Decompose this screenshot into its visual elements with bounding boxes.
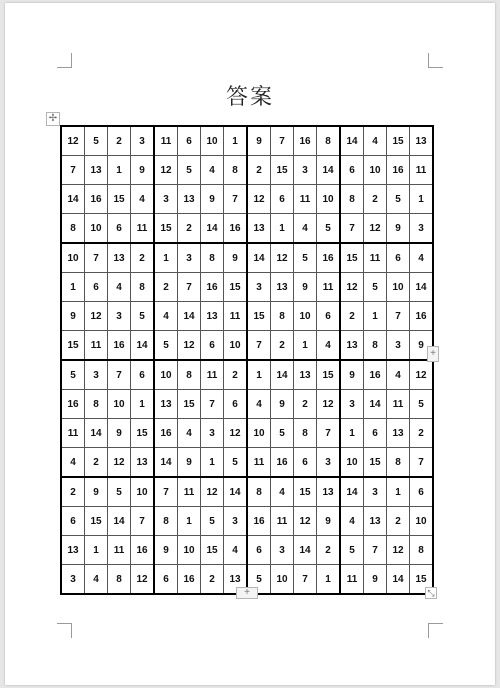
table-cell[interactable]: 5 xyxy=(387,185,410,214)
table-cell[interactable]: 10 xyxy=(224,331,248,361)
table-cell[interactable]: 3 xyxy=(247,273,271,302)
table-cell[interactable]: 10 xyxy=(108,390,131,419)
table-cell[interactable]: 13 xyxy=(294,360,317,390)
table-cell[interactable]: 3 xyxy=(294,156,317,185)
table-cell[interactable]: 10 xyxy=(85,214,108,244)
table-cell[interactable]: 9 xyxy=(61,302,85,331)
table-cell[interactable]: 13 xyxy=(154,390,178,419)
table-cell[interactable]: 16 xyxy=(61,390,85,419)
table-cell[interactable]: 3 xyxy=(131,126,155,156)
table-cell[interactable]: 15 xyxy=(178,390,201,419)
table-cell[interactable]: 10 xyxy=(294,302,317,331)
table-cell[interactable]: 6 xyxy=(61,507,85,536)
table-cell[interactable]: 2 xyxy=(294,390,317,419)
table-cell[interactable]: 7 xyxy=(154,477,178,507)
table-cell[interactable]: 9 xyxy=(364,565,387,595)
table-cell[interactable]: 2 xyxy=(410,419,434,448)
table-cell[interactable]: 8 xyxy=(387,448,410,478)
table-cell[interactable]: 16 xyxy=(317,243,341,273)
table-cell[interactable]: 3 xyxy=(85,360,108,390)
table-cell[interactable]: 13 xyxy=(178,185,201,214)
table-cell[interactable]: 15 xyxy=(154,214,178,244)
table-cell[interactable]: 5 xyxy=(85,126,108,156)
table-cell[interactable]: 8 xyxy=(201,243,224,273)
table-cell[interactable]: 10 xyxy=(154,360,178,390)
table-cell[interactable]: 9 xyxy=(85,477,108,507)
table-cell[interactable]: 15 xyxy=(85,507,108,536)
table-cell[interactable]: 2 xyxy=(364,185,387,214)
table-cell[interactable]: 14 xyxy=(340,126,364,156)
table-cell[interactable]: 13 xyxy=(108,243,131,273)
table-cell[interactable]: 12 xyxy=(108,448,131,478)
table-cell[interactable]: 12 xyxy=(340,273,364,302)
table-cell[interactable]: 1 xyxy=(178,507,201,536)
table-cell[interactable]: 11 xyxy=(154,126,178,156)
table-cell[interactable]: 2 xyxy=(201,565,224,595)
table-cell[interactable]: 9 xyxy=(294,273,317,302)
table-cell[interactable]: 14 xyxy=(387,565,410,595)
table-cell[interactable]: 8 xyxy=(247,477,271,507)
table-row xyxy=(61,126,433,156)
table-cell[interactable]: 5 xyxy=(201,507,224,536)
answer-table[interactable] xyxy=(60,125,434,595)
table-cell[interactable]: 12 xyxy=(224,419,248,448)
table-cell[interactable]: 9 xyxy=(317,507,341,536)
table-cell[interactable]: 11 xyxy=(61,419,85,448)
table-cell[interactable]: 14 xyxy=(108,507,131,536)
table-cell[interactable]: 16 xyxy=(271,448,294,478)
table-cell[interactable]: 5 xyxy=(61,360,85,390)
table-cell[interactable]: 13 xyxy=(340,331,364,361)
table-cell[interactable]: 9 xyxy=(131,156,155,185)
table-cell[interactable]: 16 xyxy=(201,273,224,302)
table-cell[interactable]: 5 xyxy=(271,419,294,448)
table-cell[interactable]: 13 xyxy=(201,302,224,331)
table-cell[interactable]: 15 xyxy=(201,536,224,565)
table-cell[interactable]: 10 xyxy=(271,565,294,595)
table-cell[interactable]: 15 xyxy=(224,273,248,302)
table-cell[interactable]: 7 xyxy=(131,507,155,536)
table-cell[interactable]: 11 xyxy=(201,360,224,390)
table-cell[interactable]: 9 xyxy=(154,536,178,565)
table-cell[interactable]: 11 xyxy=(387,390,410,419)
table-cell[interactable]: 13 xyxy=(131,448,155,478)
table-cell[interactable]: 13 xyxy=(364,507,387,536)
table-cell[interactable]: 14 xyxy=(178,302,201,331)
add-column-button[interactable]: + xyxy=(427,346,439,362)
table-cell[interactable]: 12 xyxy=(364,214,387,244)
table-cell[interactable]: 6 xyxy=(294,448,317,478)
table-cell[interactable]: 8 xyxy=(340,185,364,214)
table-cell[interactable]: 4 xyxy=(201,156,224,185)
table-cell[interactable]: 4 xyxy=(85,565,108,595)
table-cell[interactable]: 13 xyxy=(317,477,341,507)
table-cell[interactable]: 11 xyxy=(108,536,131,565)
margin-mark-bottom-left xyxy=(57,623,72,638)
table-cell[interactable]: 8 xyxy=(317,126,341,156)
table-cell[interactable]: 6 xyxy=(154,565,178,595)
table-cell[interactable]: 6 xyxy=(178,126,201,156)
table-cell[interactable]: 1 xyxy=(85,536,108,565)
table-cell[interactable]: 16 xyxy=(108,331,131,361)
table-cell[interactable]: 10 xyxy=(61,243,85,273)
table-cell[interactable]: 4 xyxy=(178,419,201,448)
table-cell[interactable]: 4 xyxy=(108,273,131,302)
table-cell[interactable]: 16 xyxy=(247,507,271,536)
table-row xyxy=(61,360,433,390)
table-cell[interactable]: 6 xyxy=(271,185,294,214)
table-cell[interactable]: 14 xyxy=(340,477,364,507)
table-cell[interactable]: 1 xyxy=(387,477,410,507)
table-cell[interactable]: 16 xyxy=(410,302,434,331)
table-cell[interactable]: 2 xyxy=(271,331,294,361)
table-cell[interactable]: 7 xyxy=(340,214,364,244)
table-cell[interactable]: 9 xyxy=(340,360,364,390)
table-cell[interactable]: 4 xyxy=(154,302,178,331)
table-row xyxy=(61,273,433,302)
table-cell[interactable]: 5 xyxy=(294,243,317,273)
table-cell[interactable]: 4 xyxy=(131,185,155,214)
table-cell[interactable]: 14 xyxy=(154,448,178,478)
table-cell[interactable]: 6 xyxy=(224,390,248,419)
table-cell[interactable]: 14 xyxy=(271,360,294,390)
table-cell[interactable]: 2 xyxy=(108,126,131,156)
table-cell[interactable]: 11 xyxy=(271,507,294,536)
table-cell[interactable]: 5 xyxy=(317,214,341,244)
table-cell[interactable]: 11 xyxy=(178,477,201,507)
table-cell[interactable]: 14 xyxy=(61,185,85,214)
table-cell[interactable]: 3 xyxy=(364,477,387,507)
table-cell[interactable]: 2 xyxy=(154,273,178,302)
table-row xyxy=(61,302,433,331)
table-cell[interactable]: 5 xyxy=(340,536,364,565)
table-cell[interactable]: 5 xyxy=(224,448,248,478)
table-cell[interactable]: 13 xyxy=(61,536,85,565)
table-cell[interactable]: 10 xyxy=(201,126,224,156)
table-cell[interactable]: 2 xyxy=(131,243,155,273)
table-cell[interactable]: 15 xyxy=(387,126,410,156)
table-cell[interactable]: 3 xyxy=(224,507,248,536)
table-row xyxy=(61,390,433,419)
table-cell[interactable]: 14 xyxy=(294,536,317,565)
table-cell[interactable]: 7 xyxy=(224,185,248,214)
table-cell[interactable]: 4 xyxy=(340,507,364,536)
table-cell[interactable]: 2 xyxy=(340,302,364,331)
table-cell[interactable]: 6 xyxy=(317,302,341,331)
table-cell[interactable]: 1 xyxy=(224,126,248,156)
table-row xyxy=(61,419,433,448)
table-cell[interactable]: 14 xyxy=(364,390,387,419)
table-cell[interactable]: 12 xyxy=(201,477,224,507)
table-cell[interactable]: 14 xyxy=(131,331,155,361)
table-move-icon[interactable]: ✢ xyxy=(46,112,60,126)
table-cell[interactable]: 12 xyxy=(131,565,155,595)
table-cell[interactable]: 13 xyxy=(387,419,410,448)
table-cell[interactable]: 3 xyxy=(317,448,341,478)
table-cell[interactable]: 10 xyxy=(317,185,341,214)
table-cell[interactable]: 7 xyxy=(410,448,434,478)
table-cell[interactable]: 7 xyxy=(61,156,85,185)
table-cell[interactable]: 8 xyxy=(410,536,434,565)
table-cell[interactable]: 10 xyxy=(410,507,434,536)
table-cell[interactable]: 14 xyxy=(247,243,271,273)
table-cell[interactable]: 3 xyxy=(387,331,410,361)
table-cell[interactable]: 2 xyxy=(387,507,410,536)
table-cell[interactable]: 2 xyxy=(178,214,201,244)
table-cell[interactable]: 3 xyxy=(340,390,364,419)
table-cell[interactable]: 9 xyxy=(108,419,131,448)
table-cell[interactable]: 15 xyxy=(271,156,294,185)
table-cell[interactable]: 8 xyxy=(61,214,85,244)
table-cell[interactable]: 10 xyxy=(364,156,387,185)
table-row xyxy=(61,243,433,273)
table-cell[interactable]: 13 xyxy=(271,273,294,302)
table-cell[interactable]: 16 xyxy=(178,565,201,595)
table-cell[interactable]: 16 xyxy=(387,156,410,185)
table-cell[interactable]: 1 xyxy=(154,243,178,273)
table-cell[interactable]: 4 xyxy=(317,331,341,361)
table-cell[interactable]: 14 xyxy=(201,214,224,244)
add-row-button[interactable]: + xyxy=(236,587,258,599)
table-cell[interactable]: 6 xyxy=(131,360,155,390)
table-row xyxy=(61,185,433,214)
table-cell[interactable]: 6 xyxy=(201,331,224,361)
table-cell[interactable]: 4 xyxy=(247,390,271,419)
table-cell[interactable]: 7 xyxy=(387,302,410,331)
table-cell[interactable]: 8 xyxy=(131,273,155,302)
table-cell[interactable]: 11 xyxy=(131,214,155,244)
table-cell[interactable]: 4 xyxy=(224,536,248,565)
table-cell[interactable]: 6 xyxy=(247,536,271,565)
table-cell[interactable]: 5 xyxy=(178,156,201,185)
table-cell[interactable]: 2 xyxy=(247,156,271,185)
table-cell[interactable]: 14 xyxy=(317,156,341,185)
table-row xyxy=(61,507,433,536)
table-cell[interactable]: 1 xyxy=(340,419,364,448)
table-cell[interactable]: 9 xyxy=(247,126,271,156)
table-cell[interactable]: 7 xyxy=(317,419,341,448)
table-cell[interactable]: 15 xyxy=(317,360,341,390)
table-cell[interactable]: 15 xyxy=(131,419,155,448)
table-cell[interactable]: 5 xyxy=(108,477,131,507)
table-row xyxy=(61,331,433,361)
table-cell[interactable]: 15 xyxy=(340,243,364,273)
table-cell[interactable]: 7 xyxy=(85,243,108,273)
table-cell[interactable]: 7 xyxy=(294,565,317,595)
table-cell[interactable]: 12 xyxy=(387,536,410,565)
table-cell[interactable]: 7 xyxy=(108,360,131,390)
margin-mark-top-left xyxy=(57,53,72,68)
table-cell[interactable]: 12 xyxy=(410,360,434,390)
margin-mark-top-right xyxy=(428,53,443,68)
table-cell[interactable]: 1 xyxy=(294,331,317,361)
table-cell[interactable]: 8 xyxy=(294,419,317,448)
table-cell[interactable]: 7 xyxy=(271,126,294,156)
table-cell[interactable]: 5 xyxy=(247,565,271,595)
table-cell[interactable]: 16 xyxy=(154,419,178,448)
table-cell[interactable]: 1 xyxy=(364,302,387,331)
table-cell[interactable]: 1 xyxy=(201,448,224,478)
table-cell[interactable]: 11 xyxy=(364,243,387,273)
table-cell[interactable]: 8 xyxy=(178,360,201,390)
table-cell[interactable]: 6 xyxy=(340,156,364,185)
table-cell[interactable]: 1 xyxy=(61,273,85,302)
table-cell[interactable]: 5 xyxy=(364,273,387,302)
page-title: 答案 xyxy=(225,85,274,110)
table-cell[interactable]: 6 xyxy=(108,214,131,244)
table-cell[interactable]: 6 xyxy=(410,477,434,507)
table-cell[interactable]: 2 xyxy=(224,360,248,390)
table-cell[interactable]: 10 xyxy=(340,448,364,478)
table-cell[interactable]: 16 xyxy=(85,185,108,214)
table-cell[interactable]: 16 xyxy=(131,536,155,565)
answer-grid-body xyxy=(61,126,433,594)
table-cell[interactable]: 13 xyxy=(247,214,271,244)
table-cell[interactable]: 6 xyxy=(387,243,410,273)
table-cell[interactable]: 3 xyxy=(61,565,85,595)
table-cell[interactable]: 11 xyxy=(410,156,434,185)
table-cell[interactable]: 4 xyxy=(364,126,387,156)
table-cell[interactable]: 10 xyxy=(131,477,155,507)
table-cell[interactable]: 8 xyxy=(154,507,178,536)
table-resize-icon[interactable]: ⤡ xyxy=(425,587,437,599)
table-cell[interactable]: 9 xyxy=(201,185,224,214)
table-cell[interactable]: 14 xyxy=(85,419,108,448)
table-cell[interactable]: 16 xyxy=(224,214,248,244)
table-cell[interactable]: 1 xyxy=(271,214,294,244)
table-cell[interactable]: 11 xyxy=(224,302,248,331)
table-cell[interactable]: 11 xyxy=(85,331,108,361)
table-cell[interactable]: 1 xyxy=(410,185,434,214)
table-row xyxy=(61,536,433,565)
table-cell[interactable]: 2 xyxy=(85,448,108,478)
table-cell[interactable]: 8 xyxy=(271,302,294,331)
table-cell[interactable]: 9 xyxy=(178,448,201,478)
table-cell[interactable]: 11 xyxy=(294,185,317,214)
table-cell[interactable]: 5 xyxy=(154,331,178,361)
table-cell[interactable]: 9 xyxy=(224,243,248,273)
table-cell[interactable]: 13 xyxy=(85,156,108,185)
table-cell[interactable]: 11 xyxy=(340,565,364,595)
table-cell[interactable]: 4 xyxy=(410,243,434,273)
table-cell[interactable]: 5 xyxy=(131,302,155,331)
margin-mark-bottom-right xyxy=(428,623,443,638)
table-cell[interactable]: 8 xyxy=(108,565,131,595)
table-row xyxy=(61,477,433,507)
table-cell[interactable]: 9 xyxy=(271,390,294,419)
table-cell[interactable]: 12 xyxy=(178,331,201,361)
table-cell[interactable]: 6 xyxy=(364,419,387,448)
table-cell[interactable]: 13 xyxy=(224,565,248,595)
table-cell[interactable]: 15 xyxy=(108,185,131,214)
table-cell[interactable]: 12 xyxy=(85,302,108,331)
table-cell[interactable]: 8 xyxy=(224,156,248,185)
table-row xyxy=(61,214,433,244)
table-cell[interactable]: 2 xyxy=(61,477,85,507)
table-cell[interactable]: 12 xyxy=(154,156,178,185)
table-cell[interactable]: 4 xyxy=(61,448,85,478)
table-cell[interactable]: 9 xyxy=(387,214,410,244)
table-cell[interactable]: 3 xyxy=(410,214,434,244)
table-cell[interactable]: 12 xyxy=(247,185,271,214)
table-cell[interactable]: 5 xyxy=(410,390,434,419)
table-cell[interactable]: 16 xyxy=(294,126,317,156)
table-cell[interactable]: 3 xyxy=(201,419,224,448)
table-cell[interactable]: 10 xyxy=(178,536,201,565)
table-cell[interactable]: 7 xyxy=(364,536,387,565)
table-cell[interactable]: 3 xyxy=(154,185,178,214)
table-cell[interactable]: 7 xyxy=(178,273,201,302)
table-cell[interactable]: 1 xyxy=(131,390,155,419)
table-cell[interactable]: 7 xyxy=(201,390,224,419)
table-row xyxy=(61,448,433,478)
table-cell[interactable]: 2 xyxy=(317,536,341,565)
table-cell[interactable]: 12 xyxy=(317,390,341,419)
table-cell[interactable]: 15 xyxy=(61,331,85,361)
table-cell[interactable]: 14 xyxy=(224,477,248,507)
table-cell[interactable]: 6 xyxy=(85,273,108,302)
table-cell[interactable]: 3 xyxy=(271,536,294,565)
table-cell[interactable]: 4 xyxy=(294,214,317,244)
table-cell[interactable]: 15 xyxy=(294,477,317,507)
table-cell[interactable]: 8 xyxy=(364,331,387,361)
table-cell[interactable]: 3 xyxy=(178,243,201,273)
table-cell[interactable]: 1 xyxy=(108,156,131,185)
table-cell[interactable]: 12 xyxy=(61,126,85,156)
table-cell[interactable]: 10 xyxy=(247,419,271,448)
table-cell[interactable]: 15 xyxy=(247,302,271,331)
table-cell[interactable]: 15 xyxy=(410,565,434,595)
table-cell[interactable]: 14 xyxy=(410,273,434,302)
table-cell[interactable]: 11 xyxy=(317,273,341,302)
table-cell[interactable]: 1 xyxy=(317,565,341,595)
table-cell[interactable]: 9 xyxy=(410,331,434,361)
table-cell[interactable]: 8 xyxy=(85,390,108,419)
table-cell[interactable]: 13 xyxy=(410,126,434,156)
table-cell[interactable]: 12 xyxy=(294,507,317,536)
table-cell[interactable]: 15 xyxy=(364,448,387,478)
table-row xyxy=(61,156,433,185)
table-cell[interactable]: 4 xyxy=(271,477,294,507)
table-cell[interactable]: 4 xyxy=(387,360,410,390)
table-cell[interactable]: 12 xyxy=(271,243,294,273)
table-cell[interactable]: 3 xyxy=(108,302,131,331)
table-cell[interactable]: 10 xyxy=(387,273,410,302)
table-cell[interactable]: 1 xyxy=(247,360,271,390)
table-cell[interactable]: 16 xyxy=(364,360,387,390)
table-cell[interactable]: 11 xyxy=(247,448,271,478)
table-cell[interactable]: 7 xyxy=(247,331,271,361)
